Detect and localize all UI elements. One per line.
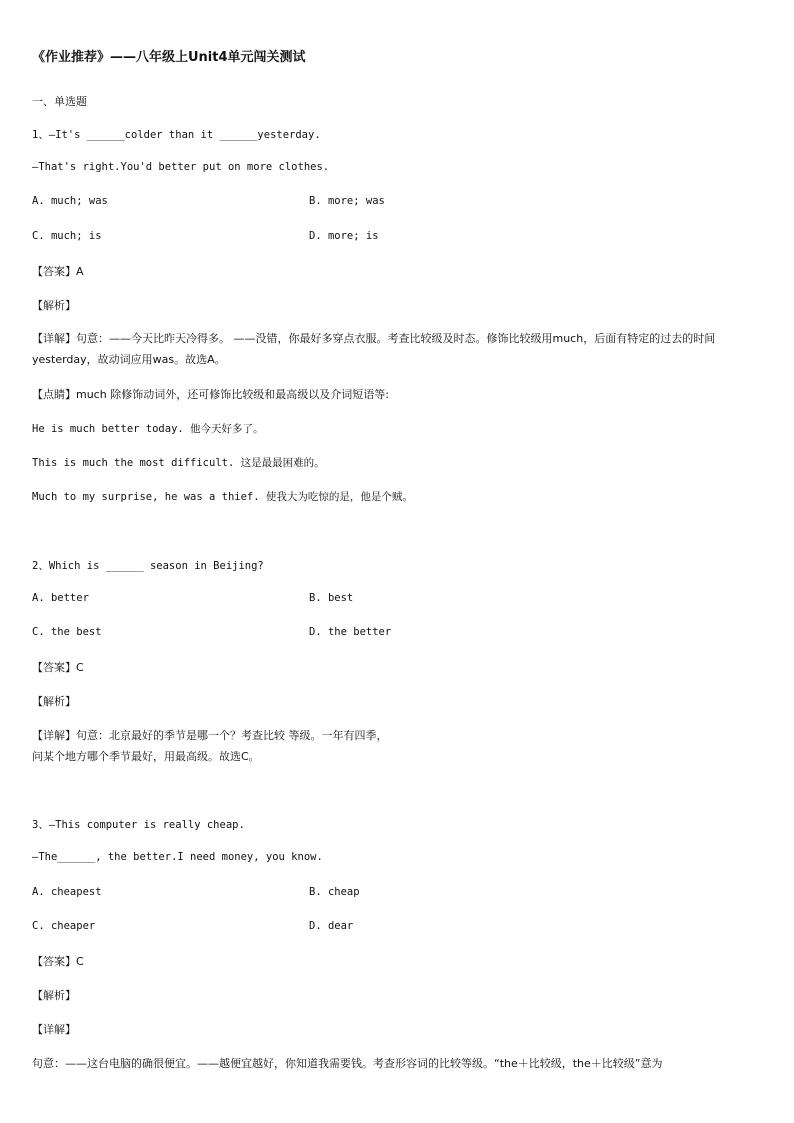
q1-detail: 【详解】句意：——今天比昨天冷得多。 ——没错，你最好多穿点衣服。考查比较级及时态。修饰比较级用much，后面有特定的过去的时间yesterday，故动词应用was。故选A。 [32,332,716,366]
q2-option-a: A. better [32,592,89,604]
q2-detail-line-1: 【详解】句意：北京最好的季节是哪一个？考查比较 等级。一年有四季， [32,729,388,742]
q3-option-a: A. cheapest [32,886,102,898]
q3-answer: 【答案】C [32,955,84,968]
q1-example-3: Much to my surprise, he was a thief. 使我大为吃惊的是，他是个贼。 [32,491,413,503]
q3-analysis-label: 【解析】 [32,989,76,1002]
q1-option-c: C. much; is [32,230,102,242]
q1-analysis-label: 【解析】 [32,299,76,312]
q2-detail-line-2: 问某个地方哪个季节最好，用最高级。故选C。 [32,750,260,763]
section-heading: 一、单选题 [32,95,87,108]
q2-answer: 【答案】C [32,661,84,674]
q1-example-2: This is much the most difficult. 这是最最困难的。 [32,457,325,469]
q3-option-b: B. cheap [309,886,360,898]
q1-option-b: B. more; was [309,195,385,207]
q2-analysis-label: 【解析】 [32,695,76,708]
q3-detail: 句意：——这台电脑的确很便宜。——越便宜越好，你知道我需要钱。考查形容词的比较等级。“the＋比较级，the＋比较级”意为 [32,1057,663,1070]
q1-answer: 【答案】A [32,265,84,278]
q3-detail-label: 【详解】 [32,1023,76,1036]
q2-option-d: D. the better [309,626,392,638]
q1-stem: 1、—It's ______colder than it ______yesterday. [32,129,321,141]
q3-option-d: D. dear [309,920,354,932]
q1-reply: —That's right.You'd better put on more clothes. [32,161,330,173]
q2-stem: 2、Which is ______ season in Beijing? [32,560,264,572]
q1-option-a: A. much; was [32,195,108,207]
q2-option-b: B. best [309,592,354,604]
q1-example-1: He is much better today. 他今天好多了。 [32,423,264,435]
q1-option-d: D. more; is [309,230,379,242]
q1-tip: 【点睛】much 除修饰动词外，还可修饰比较级和最高级以及介词短语等: [32,388,389,401]
document-title: 《作业推荐》——八年级上Unit4单元闯关测试 [32,50,306,65]
q2-option-c: C. the best [32,626,102,638]
q3-reply: —The______, the better.I need money, you know. [32,851,323,863]
q3-stem: 3、—This computer is really cheap. [32,819,245,831]
q3-option-c: C. cheaper [32,920,96,932]
